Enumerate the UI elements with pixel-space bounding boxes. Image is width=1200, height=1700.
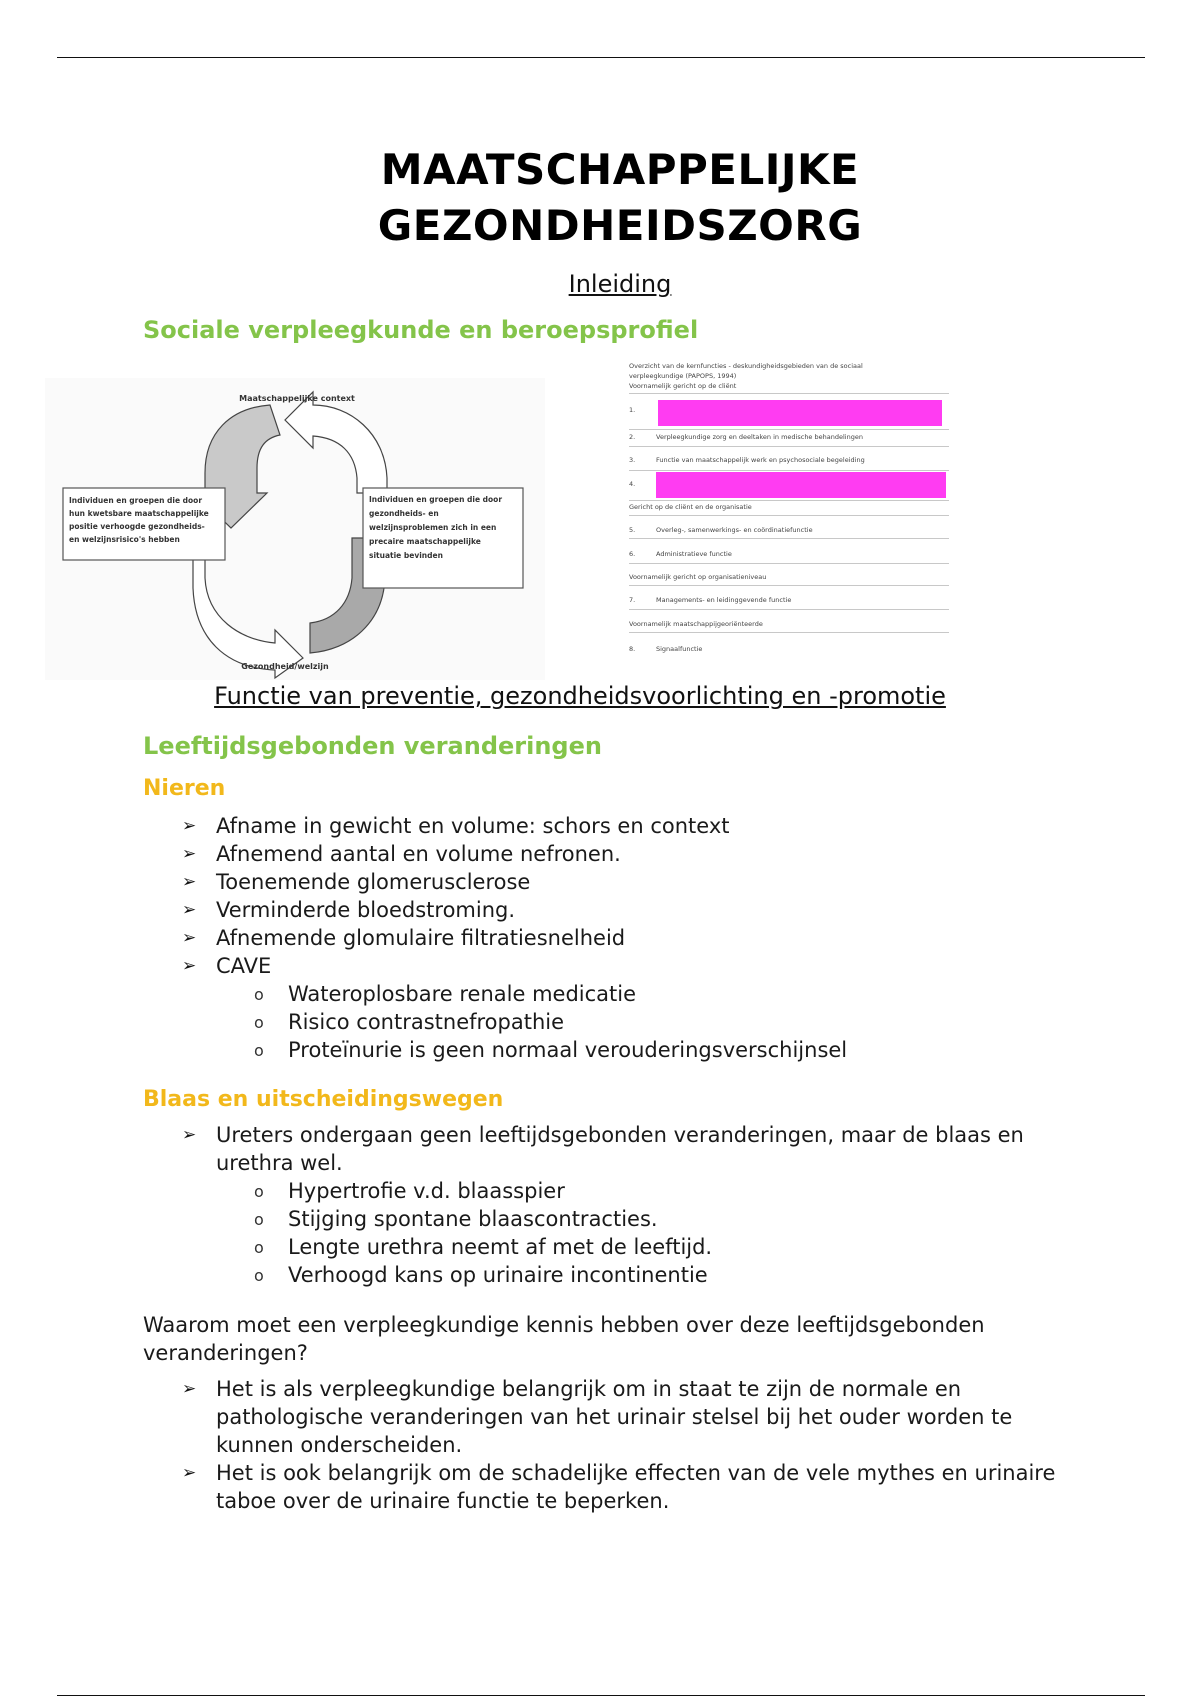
title-line-2: GEZONDHEIDSZORG	[377, 201, 863, 250]
table-row-1-num: 1.	[629, 406, 636, 414]
cycle-diagram	[45, 378, 545, 680]
table-header-line-1: Overzicht van de kernfuncties - deskundigheidsgebieden van de sociaal	[629, 362, 863, 370]
list-item: ➢ Verminderde bloedstroming.	[182, 896, 847, 924]
list-item: ➢ Afnemende glomulaire filtratiesnelheid	[182, 924, 847, 952]
table-row-4-num: 4.	[629, 480, 636, 488]
blaas-list	[182, 1121, 1062, 1289]
table-row-5-num: 5.	[629, 526, 636, 534]
subheading-blaas: Blaas en uitscheidingswegen	[143, 1087, 504, 1112]
table-row-2-text: Verpleegkundige zorg en deeltaken in medische behandelingen	[656, 433, 863, 441]
left-box-line-2: hun kwetsbare maatschappelijke	[69, 509, 209, 518]
table-group-4: Voornamelijk maatschappijgeoriënteerde	[629, 620, 763, 628]
sub-list-item: o Lengte urethra neemt af met de leeftijd.	[182, 1233, 1062, 1261]
table-header-line-2: verpleegkundige (PAPOPS, 1994)	[629, 372, 737, 380]
list-item: ➢ Afname in gewicht en volume: schors en context	[182, 812, 847, 840]
nieren-list	[182, 812, 847, 1064]
highlight-row-1	[658, 400, 942, 426]
table-row-5-text: Overleg-, samenwerkings- en coördinatiefunctie	[656, 526, 813, 534]
table-row-8-num: 8.	[629, 645, 636, 653]
highlight-row-4	[656, 472, 946, 498]
table-group-2: Gericht op de cliënt en de organisatie	[629, 503, 752, 511]
diagram-bottom-label: Gezondheid/welzijn	[241, 662, 329, 671]
table-row-7-text: Managements- en leidinggevende functie	[656, 596, 792, 604]
left-box-line-3: positie verhoogde gezondheids-	[69, 522, 205, 531]
page-title	[0, 142, 1200, 254]
table-row-7-num: 7.	[629, 596, 636, 604]
right-box-line-1: Individuen en groepen die door	[369, 495, 503, 504]
section-heading-sociale-verpleegkunde: Sociale verpleegkunde en beroepsprofiel	[143, 316, 699, 344]
table-row-2-num: 2.	[629, 433, 636, 441]
table-group-1: Voornamelijk gericht op de cliënt	[629, 382, 737, 390]
sub-list-item: o Proteïnurie is geen normaal verouderingsverschijnsel	[182, 1036, 847, 1064]
right-box-line-5: situatie bevinden	[369, 551, 443, 560]
sub-list-item: o Verhoogd kans op urinaire incontinentie	[182, 1261, 1062, 1289]
table-row-6-num: 6.	[629, 550, 636, 558]
list-item: ➢ Toenemende glomerusclerose	[182, 868, 847, 896]
list-item: ➢ Het is ook belangrijk om de schadelijke effecten van de vele mythes en urinaire taboe over de urinaire functie te beperken.	[182, 1459, 1062, 1515]
diagram-top-label: Maatschappelijke context	[239, 394, 355, 403]
sub-list-item: o Stijging spontane blaascontracties.	[182, 1205, 1062, 1233]
left-box-line-4: en welzijnsrisico's hebben	[69, 535, 180, 544]
kernfuncties-table	[622, 358, 952, 658]
left-box-line-1: Individuen en groepen die door	[69, 496, 203, 505]
sub-list-item: o Hypertrofie v.d. blaasspier	[182, 1177, 1062, 1205]
intro-heading: Inleiding	[568, 270, 672, 298]
functie-heading: Functie van preventie, gezondheidsvoorlichting en -promotie	[214, 682, 946, 710]
right-box-line-3: welzijnsproblemen zich in een	[369, 523, 497, 532]
answers-list	[182, 1375, 1062, 1515]
table-row-6-text: Administratieve functie	[656, 550, 732, 558]
top-rule	[57, 57, 1145, 58]
list-item: ➢ Ureters ondergaan geen leeftijdsgebonden veranderingen, maar de blaas en urethra wel.	[182, 1121, 1062, 1177]
list-item: ➢ CAVE	[182, 952, 847, 980]
right-box-line-2: gezondheids- en	[369, 509, 439, 518]
table-group-3: Voornamelijk gericht op organisatieniveau	[629, 573, 767, 581]
list-item: ➢ Het is als verpleegkundige belangrijk om in staat te zijn de normale en pathologische veranderingen van het urinair stelsel bij het ouder worden te kunnen onderscheiden.	[182, 1375, 1062, 1459]
question-paragraph: Waarom moet een verpleegkundige kennis hebben over deze leeftijdsgebonden veranderingen?	[143, 1313, 985, 1365]
section-heading-leeftijdsgebonden: Leeftijdsgebonden veranderingen	[143, 732, 602, 760]
right-box-line-4: precaire maatschappelijke	[369, 537, 481, 546]
subheading-nieren: Nieren	[143, 776, 226, 801]
sub-list-item: o Wateroplosbare renale medicatie	[182, 980, 847, 1008]
title-line-1: MAATSCHAPPELIJKE	[380, 145, 860, 194]
table-row-3-num: 3.	[629, 456, 636, 464]
table-row-3-text: Functie van maatschappelijk werk en psychosociale begeleiding	[656, 456, 865, 464]
bottom-rule	[57, 1695, 1145, 1696]
arrow-top-right	[285, 392, 387, 493]
table-row-8-text: Signaalfunctie	[656, 645, 703, 653]
list-item: ➢ Afnemend aantal en volume nefronen.	[182, 840, 847, 868]
sub-list-item: o Risico contrastnefropathie	[182, 1008, 847, 1036]
